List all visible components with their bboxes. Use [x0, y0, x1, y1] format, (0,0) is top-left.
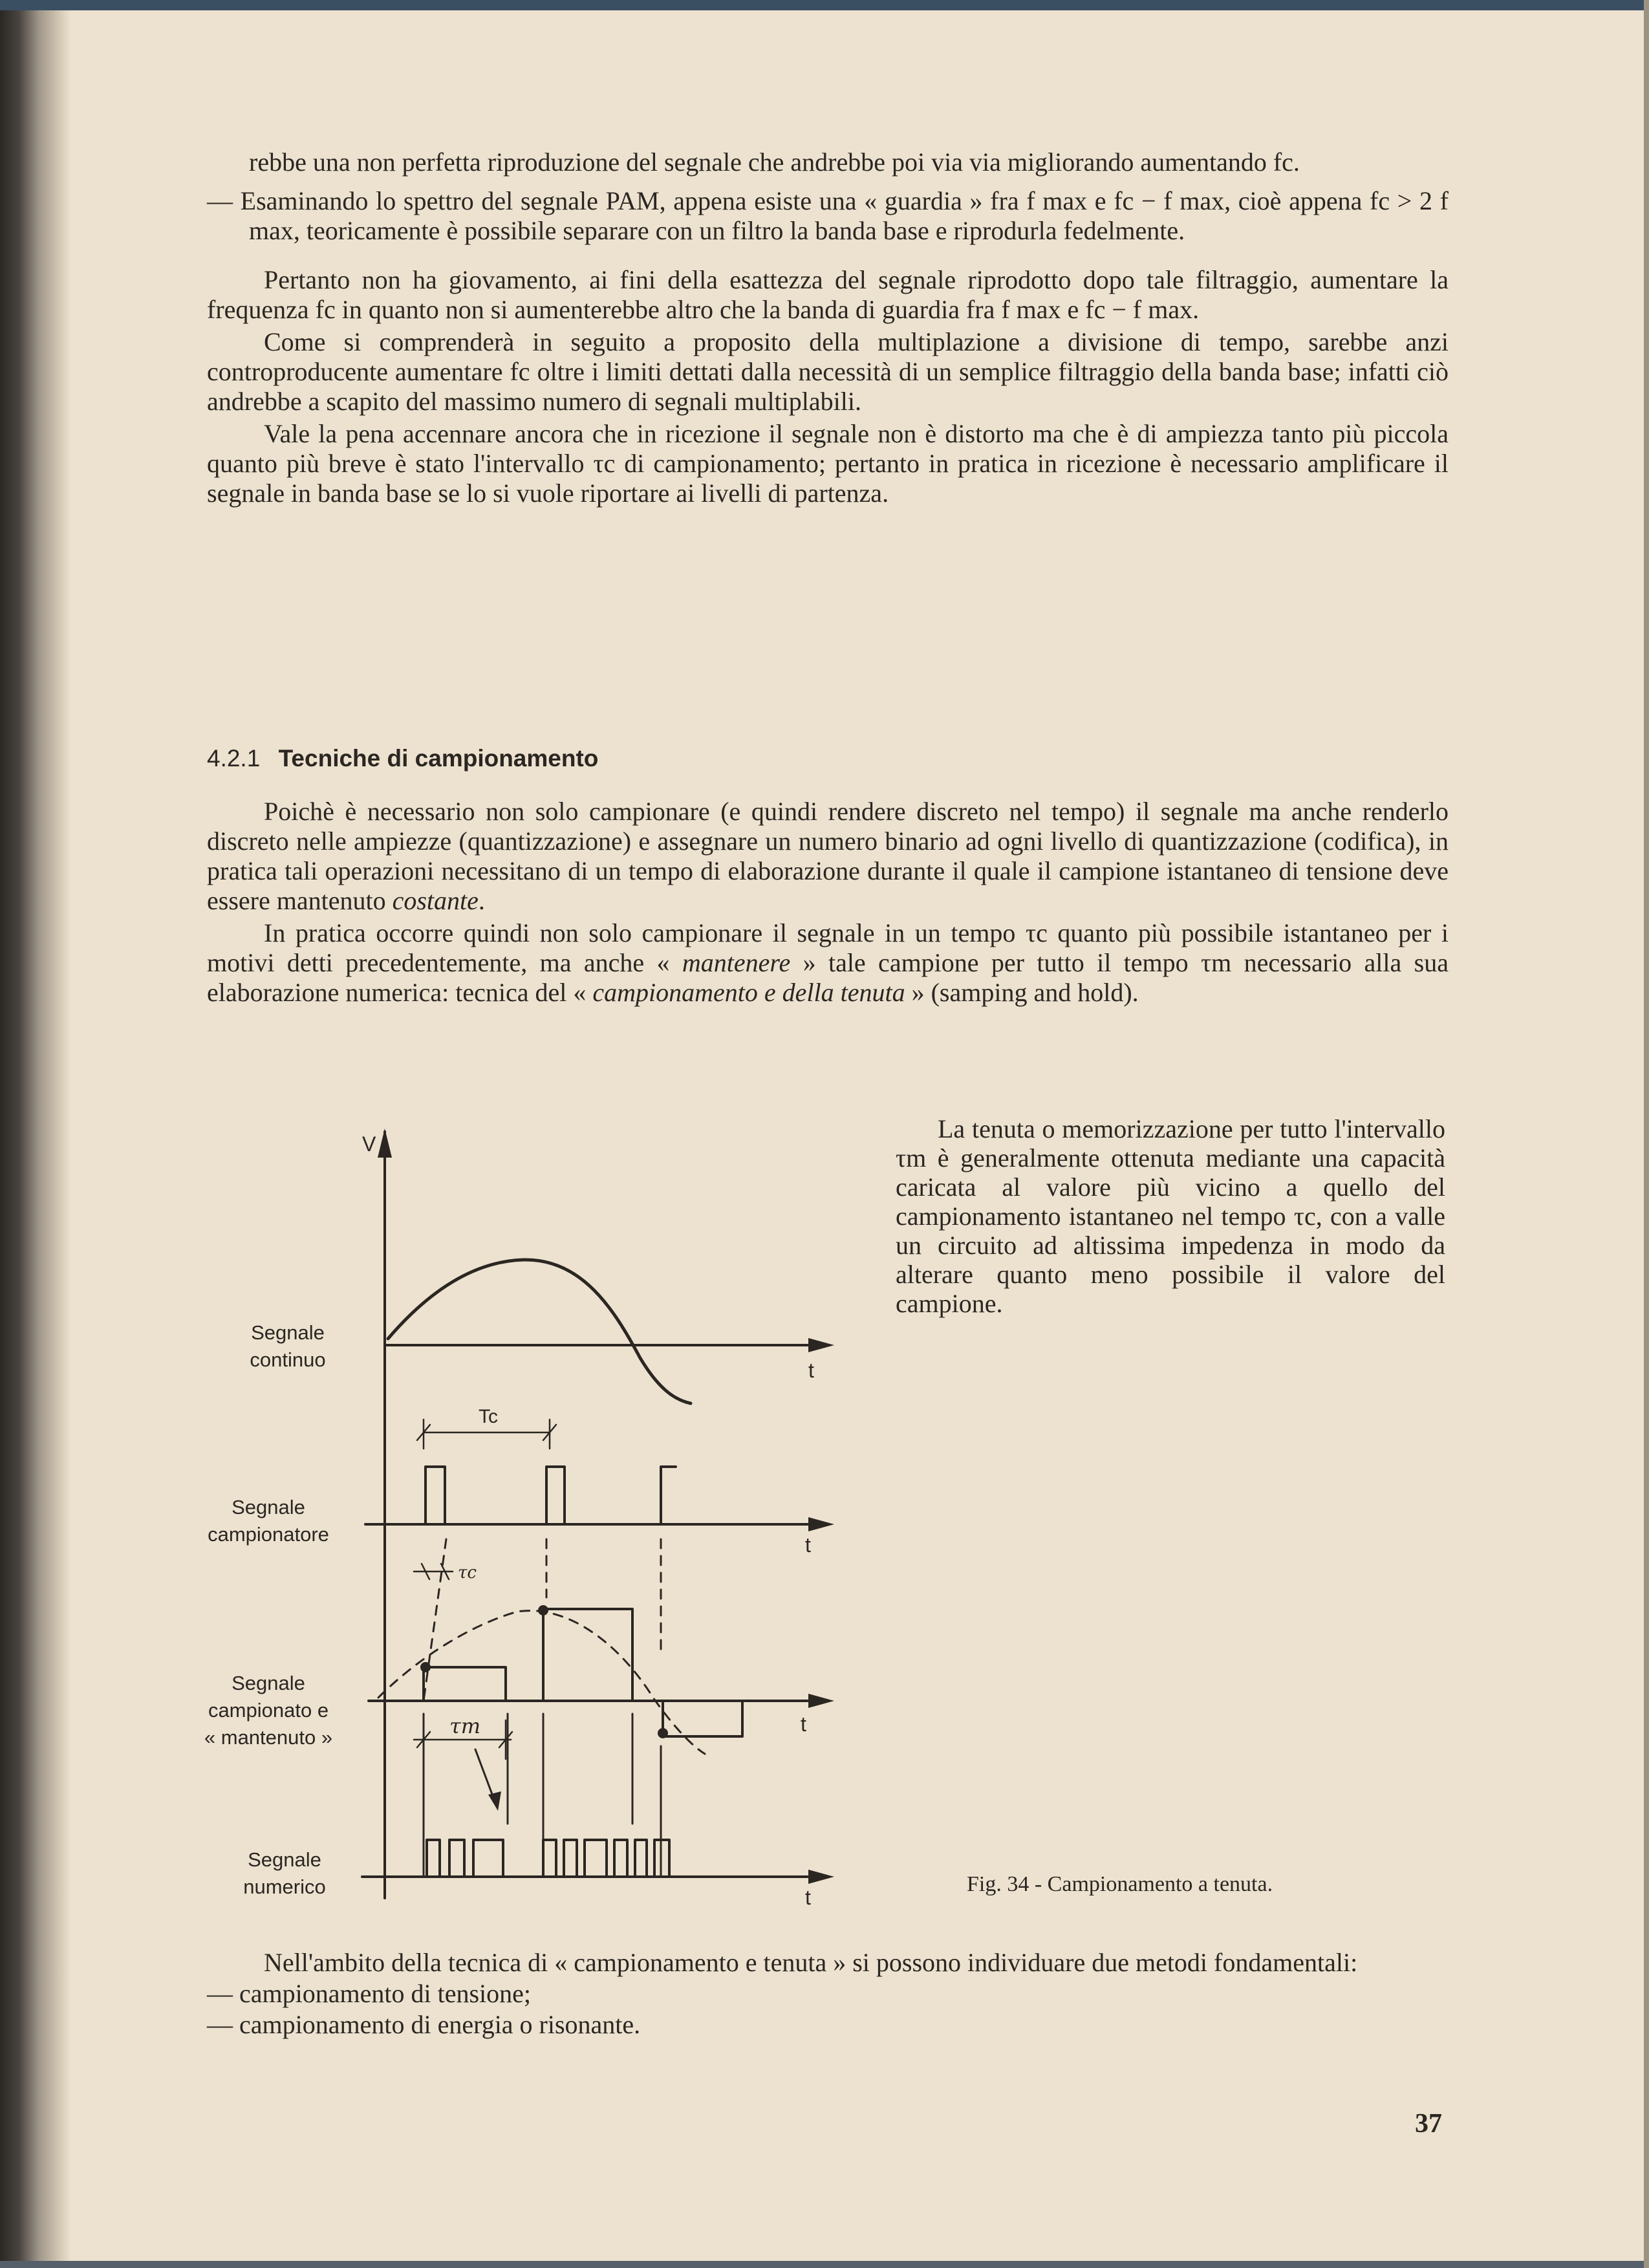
section-title: Tecniche di campionamento — [278, 745, 599, 772]
label-sample-hold-signal: Segnale campionato e « mantenuto » — [204, 1672, 333, 1749]
sampler-pulse — [546, 1467, 565, 1524]
sample-point — [420, 1662, 431, 1672]
paragraph: In pratica occorre quindi non solo campionare il segnale in un tempo τc quanto più possibile istantaneo per i motivi detti precedentemente, ma anche « mantenere » tale campione per tutto il tempo τm necessario alla sua elaborazione numerica: tecnica del « campionamento e della tenuta » (samping and hold). — [207, 918, 1449, 1007]
pointer-arrow — [475, 1749, 495, 1801]
italic-text: mantenere — [682, 948, 791, 977]
paragraph-continuation: rebbe una non perfetta riproduzione del segnale che andrebbe poi via via migliorando aumentando fc. — [249, 147, 1300, 177]
list-item: — campionamento di energia o risonante. — [207, 2010, 641, 2039]
v-axis-arrow — [378, 1129, 392, 1158]
sample-point — [538, 1605, 548, 1615]
continuous-signal-curve — [388, 1260, 691, 1403]
v-axis-label: V — [362, 1132, 376, 1156]
sampler-pulse — [661, 1467, 676, 1524]
label-digital-signal: Segnale numerico — [243, 1848, 326, 1898]
paragraph: Vale la pena accennare ancora che in ricezione il segnale non è distorto ma che è di ampiezza tanto più piccola quanto più breve è stato l'intervallo τc di campionamento; pertanto in pratica in ricezione è necessario amplificare il segnale in banda base se lo si vuole riportare ai livelli di partenza. — [207, 419, 1449, 508]
paragraph-dash-item: — Esaminando lo spettro del segnale PAM, appena esiste una « guardia » fra f max e fc − f max, cioè appena fc > 2 f max, teoricamente è possibile separare con un filtro la banda base e riprodurla fedelmente. — [207, 186, 1449, 245]
label-sampler-signal: Segnale campionatore — [208, 1496, 329, 1546]
t-label-row4: t — [805, 1886, 811, 1909]
t-label-row2: t — [805, 1533, 811, 1557]
tau-c-label: τc — [458, 1563, 477, 1582]
tc-label: Tc — [479, 1406, 498, 1427]
t-label-row3: t — [801, 1712, 806, 1736]
dashed-guide — [424, 1539, 446, 1701]
sample-point — [658, 1728, 668, 1738]
dashed-signal-curve — [378, 1611, 705, 1754]
digital-code-word — [635, 1840, 669, 1877]
italic-text: costante — [392, 886, 479, 915]
side-paragraph: La tenuta o memorizzazione per tutto l'intervallo τm è generalmente ottenuta mediante una capacità caricata al valore più vicino a quello del campionamento istantaneo nel tempo τc, con a valle un circuito ad altissima impedenza in modo da alterare quanto meno possibile il valore del campione. — [896, 1114, 1445, 1318]
list-item: — campionamento di tensione; — [207, 1979, 531, 2008]
paragraph: Nell'ambito della tecnica di « campionamento e tenuta » si possono individuare due metodi fondamentali: — [264, 1948, 1358, 1977]
paragraph: Poichè è necessario non solo campionare (e quindi rendere discreto nel tempo) il segnale ma anche renderlo discreto nelle ampiezze (quantizzazione) e assegnare un numero binario ad ogni livello di quantizzazione (codifica), in pratica tali operazioni necessitano di un tempo di elaborazione durante il quale il campione istantaneo di tensione deve essere mantenuto costante. — [207, 797, 1449, 915]
t-label-row1: t — [808, 1359, 814, 1382]
tau-m-label: τm — [449, 1714, 481, 1738]
t-axis-arrow-row1 — [808, 1338, 834, 1352]
section-number: 4.2.1 — [207, 745, 261, 772]
paragraph: Come si comprenderà in seguito a proposito della multiplazione a divisione di tempo, sarebbe anzi controproducente aumentare fc oltre i limiti dettati dalla necessità di un semplice filtraggio della banda base; infatti ciò andrebbe a scapito del massimo numero di segnali multiplabili. — [207, 327, 1449, 416]
bottom-text-block — [207, 1948, 1449, 2040]
figure-caption: Fig. 34 - Campionamento a tenuta. — [967, 1872, 1273, 1896]
label-continuous-signal: Segnale continuo — [250, 1321, 326, 1371]
digital-code-word — [427, 1840, 503, 1877]
paragraph: Pertanto non ha giovamento, ai fini della esattezza del segnale riprodotto dopo tale filtraggio, aumentare la frequenza fc in quanto non si aumenterebbe altro che la banda di guardia fra f max e fc − f max. — [207, 265, 1449, 324]
digital-code-word — [543, 1840, 627, 1877]
held-sample — [663, 1701, 742, 1736]
held-sample — [543, 1609, 632, 1701]
page-number: 37 — [1415, 2109, 1442, 2139]
italic-text: campionamento e della tenuta — [592, 978, 905, 1007]
sampler-pulse — [426, 1467, 445, 1524]
held-sample — [424, 1667, 506, 1701]
